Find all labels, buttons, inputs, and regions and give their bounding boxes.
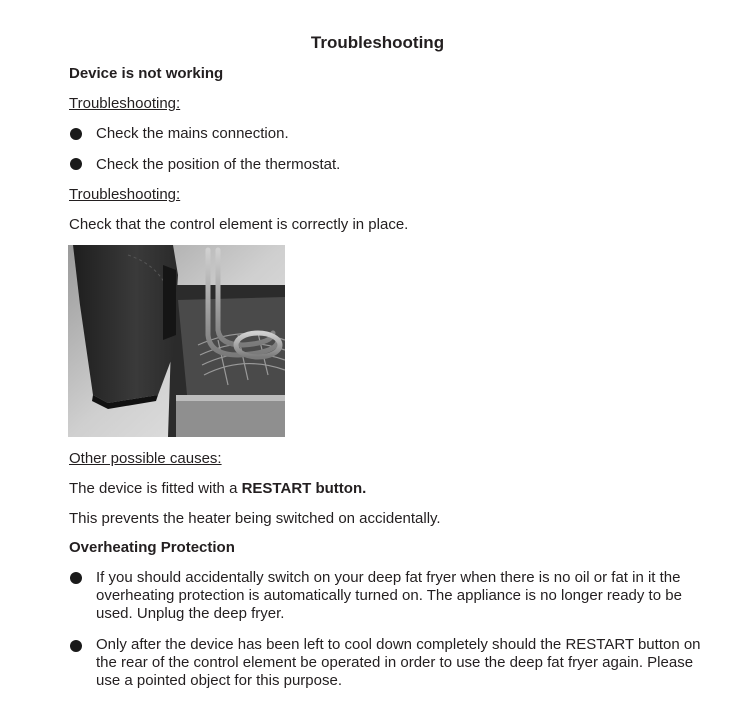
troubleshooting-label-2: Troubleshooting: [69, 186, 181, 203]
bullet-icon [70, 640, 82, 652]
restart-button-text: RESTART button. [241, 480, 367, 497]
bullet-restart-instructions: Only after the device has been left to cool down completely should the RESTART button on the rear of the control element be operated in order to use the deep fat fryer again. Please use a pointed object for this purpose. [96, 636, 701, 689]
troubleshooting-label-1: Troubleshooting: [69, 95, 181, 112]
control-element-text: Check that the control element is correctly in place. [69, 216, 409, 233]
restart-prefix: The device is fitted with a [69, 480, 242, 497]
bullet-mains-connection: Check the mains connection. [96, 125, 289, 142]
bullet-icon [70, 572, 82, 584]
other-causes-label: Other possible causes: [69, 450, 222, 467]
bullet-icon [70, 158, 82, 170]
control-element-photo [68, 245, 285, 437]
prevents-text: This prevents the heater being switched on accidentally. [69, 510, 441, 527]
bullet-overheating-protection: If you should accidentally switch on your deep fat fryer when there is no oil or fat in it the overheating protection is automatically turned on. The appliance is no longer ready to be used. Unplug the deep fryer. [96, 569, 682, 622]
restart-sentence [69, 480, 366, 498]
bullet-thermostat: Check the position of the thermostat. [96, 156, 341, 173]
section-heading-device-not-working: Device is not working [69, 65, 224, 82]
section-heading-overheating: Overheating Protection [69, 539, 235, 556]
bullet-icon [70, 128, 82, 140]
page-title: Troubleshooting [310, 33, 445, 52]
fryer-illustration [68, 245, 285, 437]
